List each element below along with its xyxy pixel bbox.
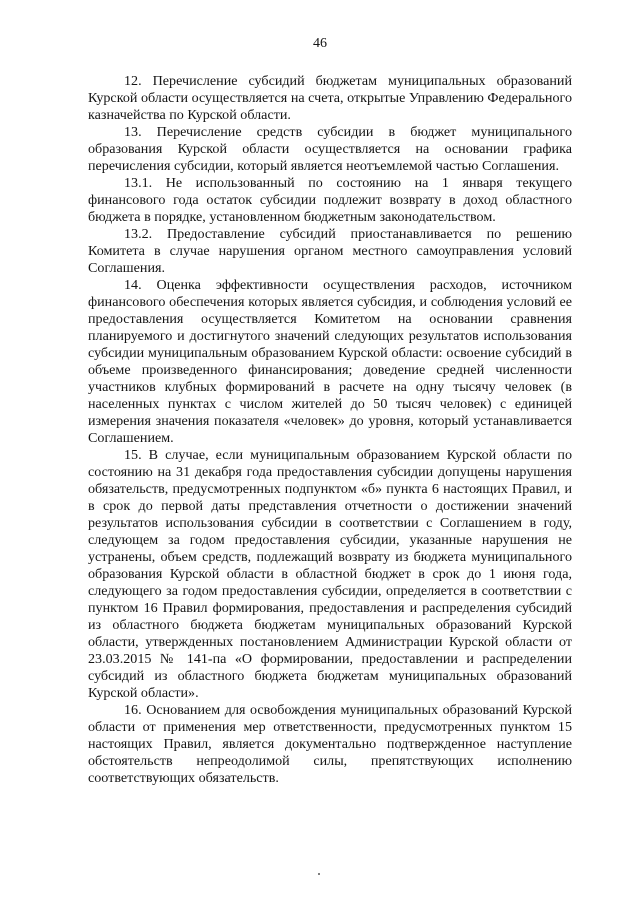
document-body [88, 73, 572, 787]
paragraph-12: 12. Перечисление субсидий бюджетам муниципальных образований Курской области осуществляется на счета, открытые Управлению Федерального казначейства по Курской области. [88, 73, 572, 123]
paragraph-13-1: 13.1. Не использованный по состоянию на 1 января текущего финансового года остаток субсидии подлежит возврату в доход областного бюджета в порядке, установленном бюджетным законодательством. [88, 175, 572, 225]
paragraph-13: 13. Перечисление средств субсидии в бюджет муниципального образования Курской области осуществляется на основании графика перечисления субсидии, который является неотъемлемой частью Соглашения. [88, 124, 572, 174]
paragraph-16: 16. Основанием для освобождения муниципальных образований Курской области от применения мер ответственности, предусмотренных пунктом 15 настоящих Правил, является документально подтвержденное наступление обстоятельств непреодолимой силы, препятствующих исполнению соответствующих обязательств. [88, 702, 572, 786]
paragraph-14: 14. Оценка эффективности осуществления расходов, источником финансового обеспечения которых является субсидия, и соблюдения условий ее предоставления осуществляется Комитетом на основании сравнения планируемого и достигнутого значений следующих результатов использования субсидии муниципальным образованием Курской области: освоение субсидий в объеме произведенного финансирования; доведение средней численности участников клубных формирований в расчете на одну тысячу человек (в населенных пунктах с числом жителей до 50 тысяч человек) с единицей измерения значения показателя «человек» до уровня, который устанавливается Соглашением. [88, 277, 572, 446]
paragraph-15: 15. В случае, если муниципальным образованием Курской области по состоянию на 31 декабря года предоставления субсидии допущены нарушения обязательств, предусмотренных подпунктом «б» пункта 6 настоящих Правил, и в срок до первой даты представления отчетности о достижении значений результатов использования субсидии в соответствии с Соглашением в году, следующем за годом предоставления субсидии, указанные нарушения не устранены, объем средств, подлежащий возврату из бюджета муниципального образования Курской области в областной бюджет в срок до 1 июня года, следующего за годом предоставления субсидии, определяется в соответствии с пунктом 16 Правил формирования, предоставления и распределения субсидий из областного бюджета бюджетам муниципальных образований Курской области, утвержденных постановлением Администрации Курской области от 23.03.2015 № 141-па «О формировании, предоставлении и распределении субсидий из областного бюджета бюджетам муниципальных образований Курской области». [88, 447, 572, 701]
page-number: 46 [313, 36, 327, 51]
scan-dot-mark [318, 873, 320, 875]
paragraph-13-2: 13.2. Предоставление субсидий приостанавливается по решению Комитета в случае нарушения органом местного самоуправления условий Соглашения. [88, 226, 572, 276]
